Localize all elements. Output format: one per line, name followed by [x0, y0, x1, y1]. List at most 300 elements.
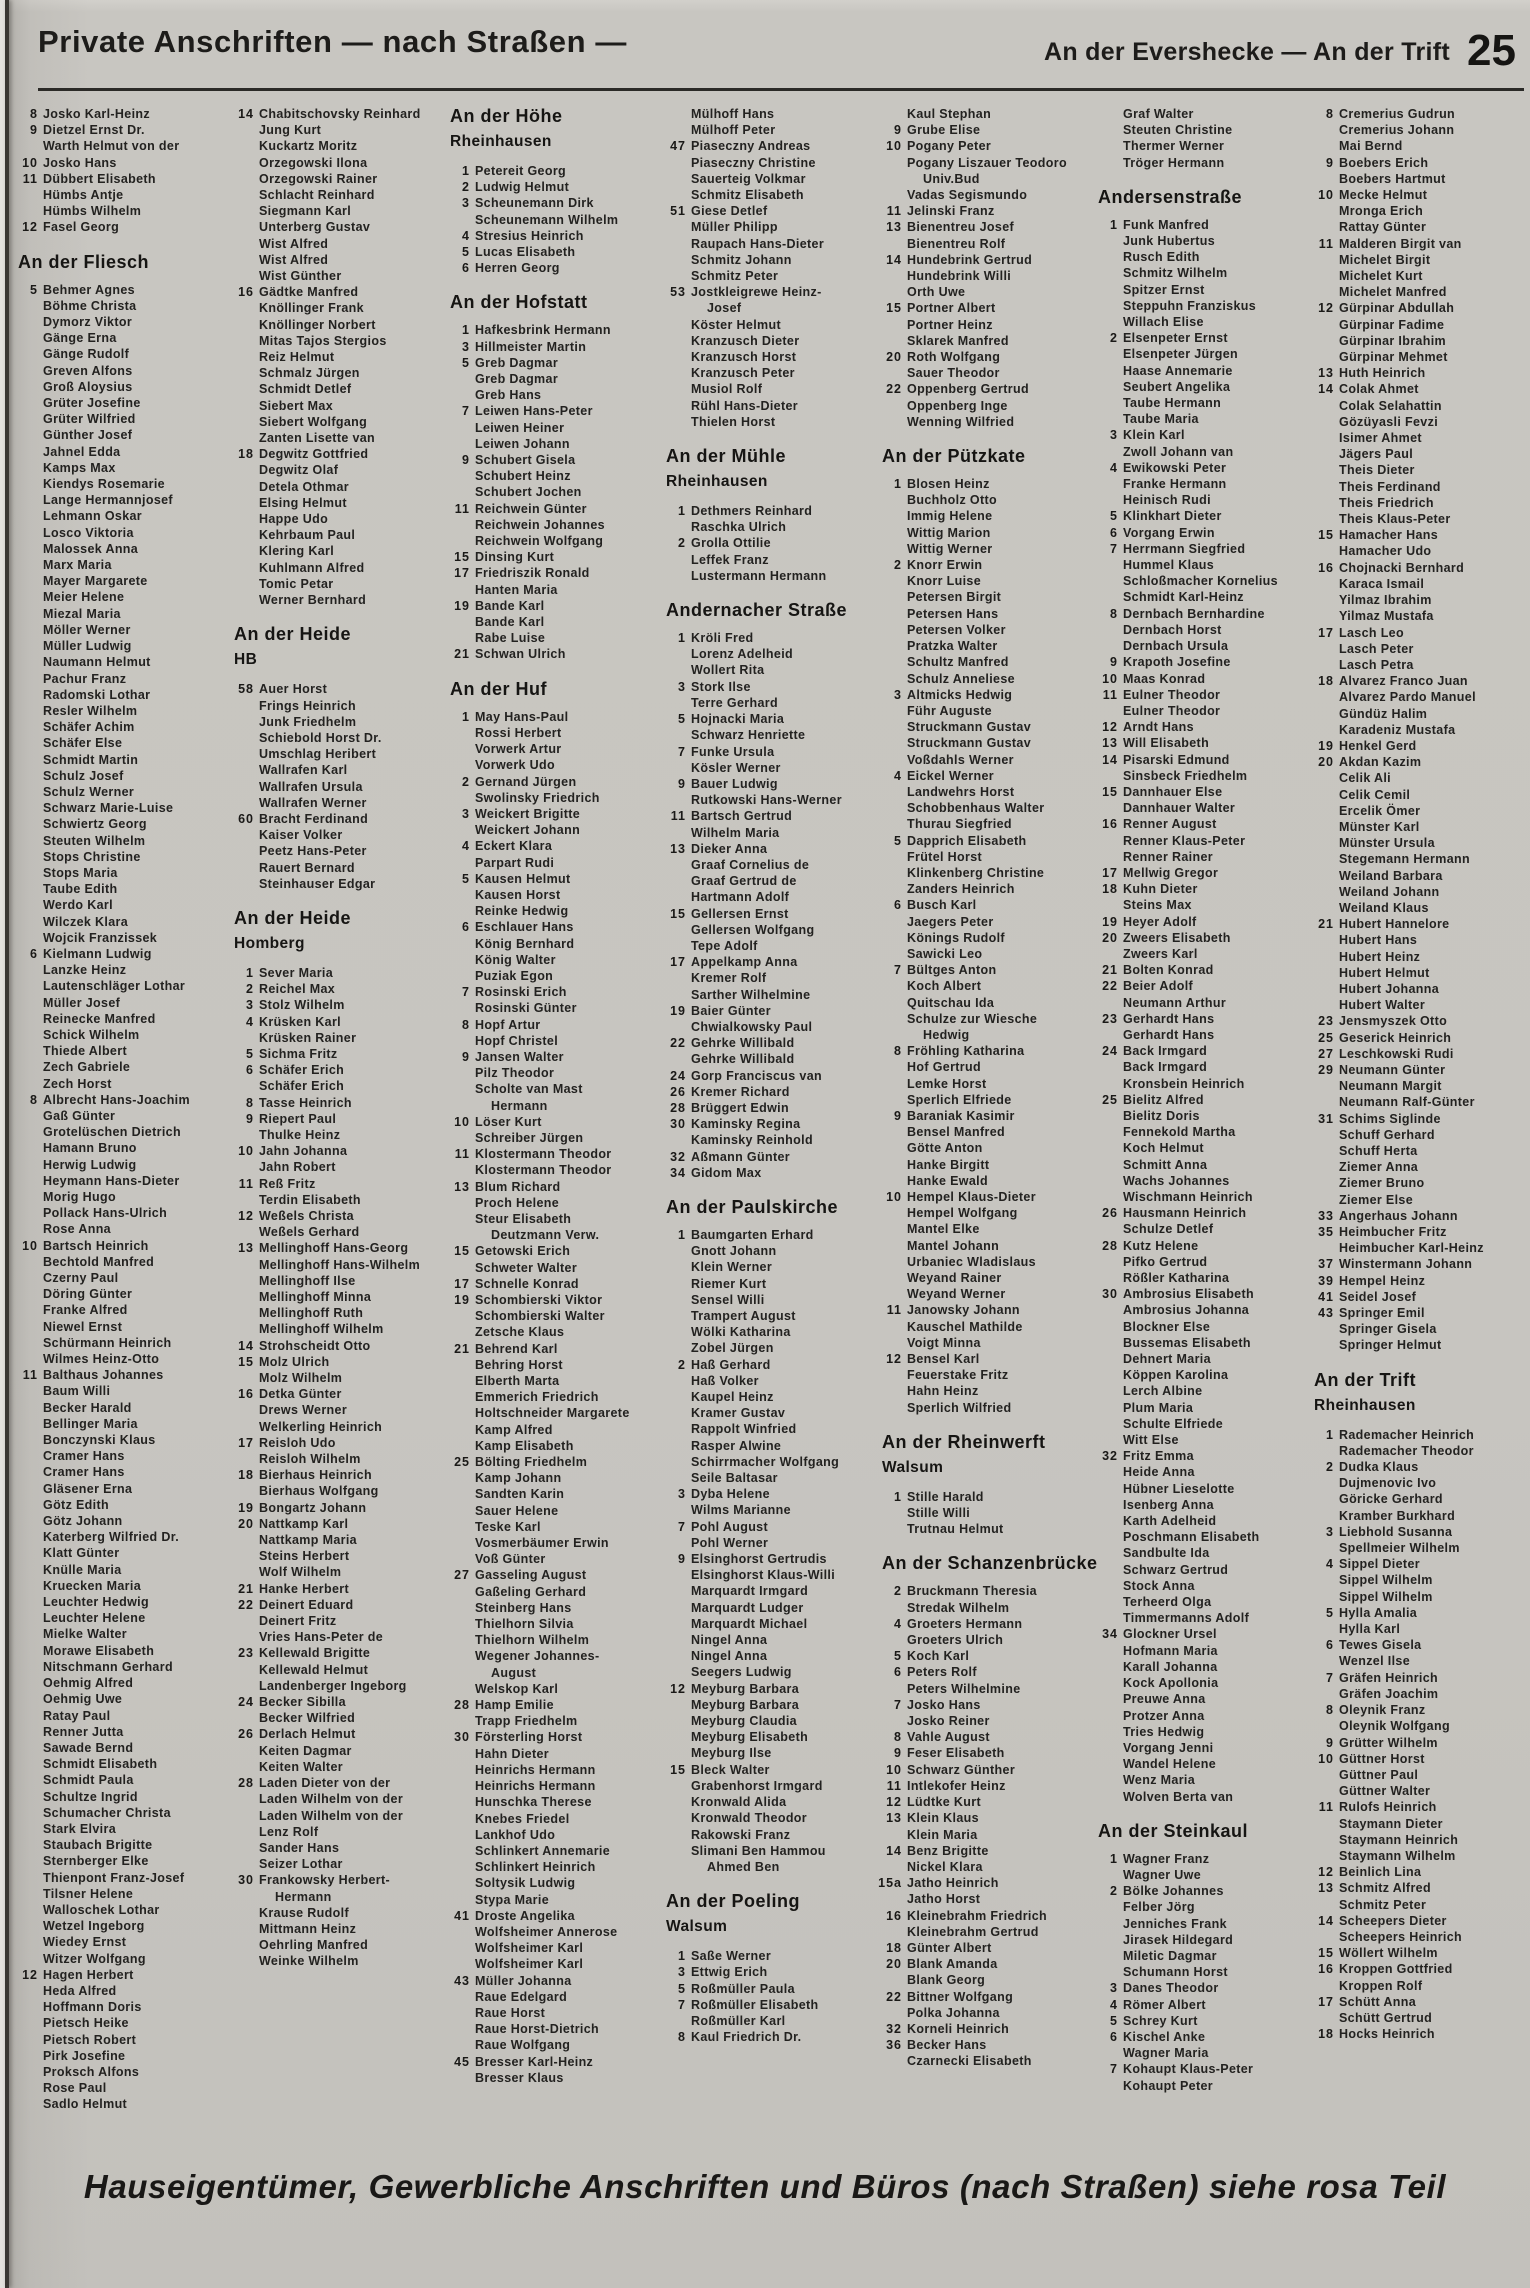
directory-entry — [876, 1205, 1092, 1221]
directory-entry — [12, 1140, 228, 1156]
resident-name: Sander Hans — [259, 1840, 340, 1855]
resident-name: Bongartz Johann — [259, 1500, 367, 1515]
resident-name: Hojnacki Maria — [691, 712, 785, 727]
directory-entry — [1092, 1302, 1308, 1318]
directory-entry — [12, 282, 228, 298]
resident-name: Bültges Anton — [907, 963, 997, 978]
resident-name: Petersen Hans — [907, 606, 999, 621]
resident-name: Reisloh Udo — [259, 1435, 336, 1450]
resident-name: Intlekofer Heinz — [907, 1778, 1006, 1793]
directory-entry — [228, 1159, 444, 1175]
house-number: 58 — [238, 682, 254, 697]
house-number: 11 — [1102, 687, 1118, 702]
resident-name: Hunschka Therese — [475, 1795, 592, 1810]
resident-name: Gehrke Willibald — [691, 1052, 795, 1067]
resident-name: Piaseczny Christine — [691, 155, 816, 170]
resident-name: Koch Albert — [907, 979, 982, 994]
house-number: 6 — [894, 1665, 902, 1680]
resident-name: Fasel Georg — [43, 220, 120, 235]
directory-entry — [876, 654, 1092, 670]
resident-name: Neumann Ralf-Günter — [1339, 1095, 1475, 1110]
directory-entry — [12, 541, 228, 557]
resident-name: Bensel Karl — [907, 1352, 980, 1367]
directory-entry — [1308, 560, 1524, 576]
directory-entry — [12, 1724, 228, 1740]
directory-entry — [12, 1837, 228, 1853]
directory-entry — [1308, 1111, 1524, 1127]
resident-name: Portner Albert — [907, 301, 996, 316]
house-number: 22 — [886, 382, 902, 397]
directory-entry — [444, 420, 660, 436]
resident-name: Wittig Werner — [907, 541, 993, 556]
directory-entry — [1092, 298, 1308, 314]
resident-name: Danes Theodor — [1123, 1981, 1219, 1996]
directory-entry — [444, 741, 660, 757]
directory-entry — [876, 1729, 1092, 1745]
resident-name: Karadeniz Mustafa — [1339, 722, 1456, 737]
resident-name: Eschlauer Hans — [475, 920, 574, 935]
street-header: Andersenstraße — [1098, 186, 1243, 207]
resident-name: Schultz Manfred — [907, 655, 1009, 670]
resident-name: Grabenhorst Irmgard — [691, 1778, 823, 1793]
directory-entry — [1092, 768, 1308, 784]
resident-name: Kehrbaum Paul — [259, 528, 356, 543]
house-number: 15 — [454, 1244, 470, 1259]
directory-entry — [876, 1011, 1092, 1027]
resident-name: Kamp Alfred — [475, 1422, 553, 1437]
directory-entry — [876, 768, 1092, 784]
resident-name: Schmitz Johann — [691, 252, 792, 267]
directory-entry — [876, 1059, 1092, 1075]
directory-entry — [1092, 1108, 1308, 1124]
directory-entry — [1308, 576, 1524, 592]
directory-entry — [444, 1373, 660, 1389]
resident-name: Boebers Erich — [1339, 155, 1429, 170]
directory-entry — [228, 1095, 444, 1111]
resident-name: Gasseling August — [475, 1568, 587, 1583]
directory-entry — [12, 1011, 228, 1027]
directory-entry — [228, 1856, 444, 1872]
resident-name: Kramer Gustav — [691, 1406, 786, 1421]
house-number: 10 — [886, 1190, 902, 1204]
resident-name: Münster Ursula — [1339, 836, 1435, 851]
resident-name: Bonczynski Klaus — [43, 1433, 156, 1448]
directory-entry — [660, 1035, 876, 1051]
resident-name: Gellersen Wolfgang — [691, 922, 815, 937]
resident-name: Pogany Liszauer Teodoro — [907, 155, 1067, 170]
house-number: 3 — [462, 196, 470, 211]
directory-entry — [12, 573, 228, 589]
resident-name: Staubach Brigitte — [43, 1838, 153, 1853]
resident-name: Mellwig Gregor — [1123, 865, 1219, 880]
resident-name: Weinke Wilhelm — [259, 1954, 359, 1969]
resident-name: Feser Elisabeth — [907, 1746, 1005, 1761]
resident-name: Herren Georg — [475, 261, 560, 276]
directory-entry — [1308, 398, 1524, 414]
resident-name: Jahn Robert — [259, 1160, 336, 1175]
resident-name: Morig Hugo — [43, 1190, 116, 1204]
directory-entry — [444, 533, 660, 549]
directory-entry — [228, 811, 444, 827]
resident-name: Rulofs Heinrich — [1339, 1800, 1437, 1815]
directory-entry — [1092, 1432, 1308, 1448]
directory-entry — [660, 1997, 876, 2013]
house-number: 43 — [1318, 1306, 1334, 1321]
directory-entry — [660, 1116, 876, 1132]
resident-name: Raschka Ulrich — [691, 520, 787, 535]
directory-entry — [1308, 1013, 1524, 1029]
directory-entry — [12, 1643, 228, 1659]
directory-entry — [12, 1157, 228, 1173]
directory-entry — [12, 1756, 228, 1772]
resident-name: Wachs Johannes — [1123, 1173, 1230, 1188]
resident-name: Wischmann Heinrich — [1123, 1190, 1253, 1204]
house-number: 8 — [894, 1044, 902, 1059]
directory-entry — [228, 122, 444, 138]
resident-name: Meyburg Barbara — [691, 1697, 800, 1712]
resident-name: Angerhaus Johann — [1339, 1208, 1458, 1223]
resident-name: Klostermann Theodor — [475, 1147, 612, 1162]
house-number: 2 — [678, 1357, 686, 1372]
directory-entry — [660, 1745, 876, 1761]
directory-entry — [1308, 1718, 1524, 1734]
directory-entry — [876, 962, 1092, 978]
directory-entry — [1092, 995, 1308, 1011]
house-number: 30 — [670, 1117, 686, 1132]
directory-entry — [12, 1497, 228, 1513]
resident-name: Miletic Dagmar — [1123, 1948, 1217, 1963]
resident-name: Auer Horst — [259, 682, 328, 697]
directory-entry — [228, 1435, 444, 1451]
directory-entry — [660, 317, 876, 333]
resident-name: Weiland Johann — [1339, 884, 1440, 899]
resident-name: Grüter Josefine — [43, 396, 141, 411]
resident-name: Renner August — [1123, 817, 1217, 832]
resident-name: Proch Helene — [475, 1195, 560, 1210]
street-header: An der Heide — [234, 907, 352, 928]
house-number: 11 — [22, 1368, 38, 1383]
directory-entry — [1092, 687, 1308, 703]
resident-name: Mellinghoff Minna — [259, 1290, 372, 1304]
resident-name: Liebhold Susanna — [1339, 1524, 1453, 1539]
directory-entry — [1308, 1897, 1524, 1913]
resident-name: Sever Maria — [259, 965, 334, 980]
footer-note: Hauseigentümer, Gewerbliche Anschriften und Büros (nach Straßen) siehe rosa Teil — [83, 2168, 1447, 2205]
resident-name: Morawe Elisabeth — [43, 1643, 155, 1658]
directory-entry — [1092, 265, 1308, 281]
directory-entry — [1092, 1059, 1308, 1075]
directory-entry — [876, 1664, 1092, 1680]
resident-name: Stock Anna — [1123, 1578, 1195, 1593]
directory-entry — [228, 1419, 444, 1435]
directory-entry — [228, 1759, 444, 1775]
resident-name: Sadlo Helmut — [43, 2097, 128, 2112]
resident-name: Hübner Lieselotte — [1123, 1481, 1235, 1496]
resident-name: Klinkenberg Christine — [907, 865, 1045, 880]
resident-name: Herrmann Siegfried — [1123, 541, 1246, 556]
directory-entry — [876, 284, 1092, 300]
house-number: 28 — [238, 1776, 254, 1791]
house-number: 28 — [1102, 1238, 1118, 1253]
house-number: 4 — [1110, 1997, 1118, 2012]
resident-name: Wollert Rita — [691, 663, 765, 678]
directory-entry — [1092, 1383, 1308, 1399]
directory-entry — [444, 1470, 660, 1486]
house-number: 3 — [462, 339, 470, 354]
directory-entry — [1092, 444, 1308, 460]
resident-name: Happe Udo — [259, 512, 329, 527]
house-number: 13 — [454, 1179, 470, 1194]
directory-entry — [1308, 300, 1524, 316]
directory-entry — [1308, 722, 1524, 738]
resident-name: Voigt Minna — [907, 1335, 981, 1350]
resident-name: Sperlich Wilfried — [907, 1400, 1012, 1415]
directory-entry — [12, 298, 228, 314]
resident-name: Schütt Anna — [1339, 1994, 1416, 2009]
directory-entry — [12, 1675, 228, 1691]
resident-name: Groeters Hermann — [907, 1616, 1023, 1631]
directory-entry — [1092, 395, 1308, 411]
directory-entry — [444, 1600, 660, 1616]
directory-entry — [1092, 1140, 1308, 1156]
resident-name: Thielen Horst — [691, 414, 776, 429]
directory-entry — [660, 1859, 876, 1875]
house-number: 13 — [1102, 736, 1118, 751]
resident-name: Stypa Marie — [475, 1892, 550, 1907]
directory-entry — [444, 1794, 660, 1810]
directory-entry — [1092, 2061, 1308, 2077]
directory-entry — [444, 822, 660, 838]
resident-name: Wölki Katharina — [691, 1325, 791, 1340]
resident-name: Elsinghorst Klaus-Willi — [691, 1568, 836, 1583]
resident-name: Yilmaz Ibrahim — [1339, 593, 1432, 608]
house-number: 9 — [462, 453, 470, 468]
directory-entry — [444, 1405, 660, 1421]
resident-name: Steinhauser Edgar — [259, 876, 376, 891]
resident-name: Hopf Artur — [475, 1017, 541, 1032]
resident-name: Lucas Elisabeth — [475, 245, 576, 260]
house-number: 13 — [1318, 1881, 1334, 1896]
directory-entry — [876, 138, 1092, 154]
resident-name: Theis Ferdinand — [1339, 479, 1441, 494]
house-number: 18 — [1102, 882, 1118, 897]
house-number: 11 — [454, 1147, 470, 1162]
resident-name: Dietzel Ernst Dr. — [43, 123, 145, 138]
directory-entry — [444, 1616, 660, 1632]
house-number: 6 — [1110, 2029, 1118, 2044]
house-number: 32 — [886, 2021, 902, 2036]
house-number: 7 — [1326, 1670, 1334, 1685]
directory-entry — [1308, 770, 1524, 786]
resident-name: Karall Johanna — [1123, 1659, 1218, 1674]
resident-name: Fröhling Katharina — [907, 1044, 1025, 1059]
directory-entry — [876, 1583, 1092, 1599]
resident-name: Ratay Paul — [43, 1708, 111, 1723]
directory-entry — [228, 187, 444, 203]
house-number: 20 — [1318, 755, 1334, 770]
house-number: 16 — [1318, 560, 1334, 575]
directory-entry — [1308, 1256, 1524, 1272]
directory-entry — [12, 155, 228, 171]
resident-name: Bruckmann Theresia — [907, 1584, 1037, 1599]
resident-name: Kuhlmann Alfred — [259, 560, 365, 575]
resident-name: Gräfen Joachim — [1339, 1686, 1439, 1701]
house-number: 15 — [886, 301, 902, 316]
directory-column-3 — [444, 106, 660, 2113]
resident-name: Becker Harald — [43, 1400, 132, 1415]
district-subheader: Rheinhausen — [666, 473, 768, 491]
resident-name: Bresser Klaus — [475, 2070, 564, 2085]
resident-name: Back Irmgard — [1123, 1044, 1208, 1059]
resident-name: Tasse Heinrich — [259, 1095, 352, 1110]
resident-name: Witt Else — [1123, 1433, 1179, 1448]
house-number: 15 — [670, 1762, 686, 1777]
resident-name: Behrend Karl — [475, 1341, 558, 1356]
house-number: 11 — [886, 1778, 902, 1793]
directory-entry — [228, 827, 444, 843]
directory-entry — [1308, 122, 1524, 138]
resident-name: Ziemer Anna — [1339, 1160, 1419, 1175]
directory-entry — [1308, 1702, 1524, 1718]
directory-entry — [12, 1189, 228, 1205]
directory-entry — [12, 606, 228, 622]
resident-name: Kaul Friedrich Dr. — [691, 2030, 802, 2045]
directory-entry — [876, 1600, 1092, 1616]
directory-entry — [1308, 981, 1524, 997]
directory-entry — [12, 1173, 228, 1189]
directory-entry — [1092, 1076, 1308, 1092]
directory-entry — [12, 752, 228, 768]
directory-entry — [876, 414, 1092, 430]
resident-name: Benz Brigitte — [907, 1843, 989, 1858]
resident-name: Knöllinger Norbert — [259, 317, 376, 332]
directory-entry — [228, 1710, 444, 1726]
resident-name: Zanten Lisette van — [259, 431, 376, 446]
house-number: 21 — [1318, 917, 1334, 932]
resident-name: Heimbucher Fritz — [1339, 1225, 1447, 1240]
directory-entry — [228, 171, 444, 187]
resident-name: Rasper Alwine — [691, 1438, 782, 1453]
resident-name: Blockner Else — [1123, 1319, 1211, 1334]
directory-entry — [1092, 638, 1308, 654]
directory-entry — [660, 252, 876, 268]
directory-entry — [876, 1956, 1092, 1972]
directory-entry — [444, 1000, 660, 1016]
street-header: An der Hofstatt — [450, 292, 588, 313]
directory-entry — [228, 1678, 444, 1694]
resident-name: Landwehrs Horst — [907, 784, 1015, 799]
directory-entry — [1092, 1980, 1308, 1996]
directory-entry — [876, 381, 1092, 397]
directory-entry — [660, 1019, 876, 1035]
street-header: An der Trift — [1314, 1369, 1417, 1390]
resident-name: Schütt Gertrud — [1339, 2010, 1433, 2025]
directory-entry — [228, 560, 444, 576]
directory-entry — [876, 2021, 1092, 2037]
house-number: 26 — [238, 1727, 254, 1742]
directory-entry — [444, 163, 660, 179]
resident-name: Malderen Birgit van — [1339, 236, 1462, 251]
directory-entry — [12, 379, 228, 395]
resident-name: Busch Karl — [907, 898, 977, 913]
house-number: 15 — [238, 1354, 254, 1369]
directory-entry — [228, 876, 444, 892]
resident-name: Gläsener Erna — [43, 1481, 133, 1496]
entry-continuation: Hermann — [275, 1889, 332, 1904]
resident-name: Dernbach Bernhardine — [1123, 606, 1265, 621]
directory-entry — [876, 1157, 1092, 1173]
resident-name: Colak Ahmet — [1339, 382, 1419, 397]
resident-name: Nattkamp Karl — [259, 1516, 349, 1531]
resident-name: Oppenberg Gertrud — [907, 382, 1029, 397]
house-number: 1 — [462, 709, 470, 724]
street-header: An der Rheinwerft — [882, 1431, 1046, 1452]
resident-name: Meier Helene — [43, 590, 125, 605]
resident-name: Schäfer Else — [43, 736, 123, 751]
house-number: 8 — [1326, 1703, 1334, 1718]
directory-entry — [1308, 1832, 1524, 1848]
resident-name: Seegers Ludwig — [691, 1665, 792, 1680]
directory-entry — [1092, 897, 1308, 913]
resident-name: Sippel Dieter — [1339, 1557, 1420, 1572]
resident-name: Klein Maria — [907, 1827, 978, 1842]
resident-name: Lasch Leo — [1339, 625, 1404, 640]
house-number: 11 — [886, 1303, 902, 1318]
resident-name: Pilz Theodor — [475, 1066, 555, 1081]
directory-entry — [1308, 754, 1524, 770]
resident-name: Riepert Paul — [259, 1111, 337, 1126]
directory-entry — [1308, 1524, 1524, 1540]
house-number: 14 — [1318, 1913, 1334, 1928]
resident-name: Siegmann Karl — [259, 204, 352, 219]
resident-name: Lautenschläger Lothar — [43, 979, 186, 994]
house-number: 1 — [1110, 1851, 1118, 1866]
directory-entry — [1308, 495, 1524, 511]
resident-name: Schulze zur Wiesche — [907, 1011, 1038, 1026]
resident-name: Schulz Werner — [43, 784, 135, 799]
directory-entry — [228, 1483, 444, 1499]
resident-name: Jansen Walter — [475, 1049, 564, 1064]
directory-entry — [1308, 689, 1524, 705]
directory-entry — [1092, 2029, 1308, 2045]
directory-entry — [12, 784, 228, 800]
house-number: 17 — [1318, 1994, 1334, 2009]
house-number: 18 — [238, 1468, 254, 1483]
resident-name: Terre Gerhard — [691, 695, 778, 710]
resident-name: Kielmann Ludwig — [43, 946, 152, 961]
resident-name: Klein Werner — [691, 1260, 773, 1275]
directory-entry — [1308, 932, 1524, 948]
directory-entry — [876, 1489, 1092, 1505]
directory-entry — [660, 711, 876, 727]
resident-name: Landenberger Ingeborg — [259, 1678, 407, 1693]
resident-name: Schick Wilhelm — [43, 1027, 140, 1042]
resident-name: Scheunemann Dirk — [475, 196, 594, 211]
resident-name: Raue Horst-Dietrich — [475, 2022, 600, 2037]
resident-name: Sklarek Manfred — [907, 333, 1009, 348]
resident-name: Resler Wilhelm — [43, 703, 138, 718]
directory-entry — [228, 1127, 444, 1143]
resident-name: Voßdahls Werner — [907, 752, 1014, 767]
resident-name: Theis Friedrich — [1339, 495, 1434, 510]
resident-name: Hausmann Heinrich — [1123, 1206, 1247, 1221]
directory-entry — [1092, 1464, 1308, 1480]
resident-name: Springer Gisela — [1339, 1322, 1437, 1337]
directory-entry — [1308, 268, 1524, 284]
resident-name: Bleck Walter — [691, 1762, 770, 1777]
directory-entry — [1092, 1948, 1308, 1964]
directory-entry — [444, 228, 660, 244]
